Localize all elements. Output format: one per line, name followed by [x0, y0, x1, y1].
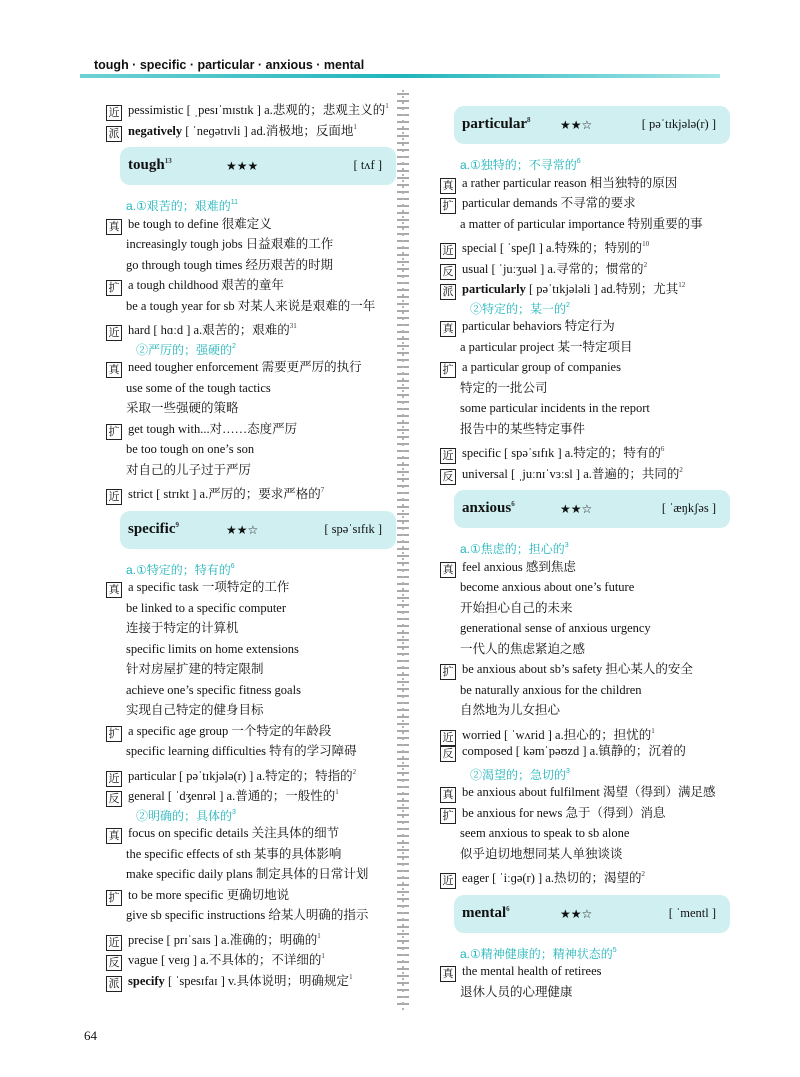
entry-line — [106, 598, 396, 619]
sense-heading — [440, 296, 730, 317]
entry-line — [106, 618, 396, 639]
importance-stars: ★★☆ — [560, 906, 593, 921]
headword-tough — [106, 147, 396, 185]
frequency-count: 2 — [643, 260, 648, 269]
entry-text: a specific task 一项特定的工作 — [128, 580, 290, 594]
headword-text — [462, 500, 515, 517]
label-badge: 扩 — [106, 280, 122, 296]
entry-text: universal [ ˌjuːnɪˈvɜːsl ] a.普遍的；共同的 — [462, 466, 680, 481]
frequency-count: 9 — [175, 520, 179, 529]
entry-text: a particular project 某一特定项目 — [460, 339, 633, 354]
label-badge: 扩 — [106, 424, 122, 440]
entry-text: to be more specific 更确切地说 — [128, 887, 290, 902]
frequency-count: 3 — [232, 808, 236, 816]
headword-label: anxious — [462, 500, 512, 516]
entry-line — [106, 296, 396, 317]
entry-text: be anxious about sb’s safety 担心某人的安全 — [462, 662, 693, 676]
entry-text: eager [ ˈiːɡə(r) ] a.热切的；渴望的 — [462, 871, 642, 885]
entry-line — [106, 721, 396, 742]
entry-text: seem anxious to speak to sb alone — [460, 826, 630, 840]
phonetic: [ tʌf ] — [353, 158, 382, 172]
frequency-count: 1 — [321, 952, 325, 960]
frequency-count: 1 — [317, 931, 321, 940]
entry-text: particular [ pəˈtɪkjələ(r) ] a.特定的；特指的 — [128, 768, 353, 783]
phonetic: [ pəˈtɪkjələ(r) ] — [641, 117, 716, 131]
entry-line — [440, 864, 730, 885]
frequency-count: 3 — [564, 542, 569, 549]
headword-label: mental — [462, 904, 507, 921]
label-badge: 真 — [440, 562, 456, 578]
label-badge: 真 — [440, 966, 456, 982]
frequency-count: 3 — [566, 767, 570, 775]
entry-line — [106, 316, 396, 337]
entry-line — [440, 639, 730, 660]
entry-line — [106, 864, 396, 885]
entry-text: 针对房屋扩建的特定限制 — [126, 662, 264, 676]
entry-text: 开始担心自己的未来 — [460, 600, 573, 615]
entry-line — [106, 460, 396, 481]
entry-text: become anxious about one’s future — [460, 580, 635, 594]
entry-text: achieve one’s specific fitness goals — [126, 682, 301, 697]
label-badge: 真 — [106, 219, 122, 235]
label-badge: 真 — [440, 178, 456, 194]
label-badge: 近 — [106, 489, 122, 505]
entry-text: a.①焦虑的；担心的 — [460, 542, 565, 556]
entry-text: 一代人的焦虑紧迫之感 — [460, 641, 586, 656]
entry-line — [440, 782, 730, 803]
headword-text — [462, 116, 531, 133]
entry-line — [106, 577, 396, 598]
frequency-count: 2 — [641, 870, 645, 878]
entry-text: focus on specific details 关注具体的细节 — [128, 826, 340, 840]
frequency-count: 6 — [506, 904, 510, 913]
entry-line — [440, 618, 730, 639]
label-badge: 派 — [440, 284, 456, 300]
entry-line — [440, 234, 730, 255]
sense-heading — [106, 193, 396, 214]
entry-line — [440, 844, 730, 865]
frequency-count: 2 — [232, 342, 236, 350]
headword-label: tough — [128, 157, 165, 173]
entry-line — [440, 700, 730, 721]
entry-text: be anxious about fulfilment 渴望（得到）满足感 — [462, 785, 716, 799]
entry-text: a rather particular reason 相当独特的原因 — [462, 175, 678, 190]
derived-word: specify — [128, 973, 165, 988]
entry-line — [106, 905, 396, 926]
column-divider — [397, 90, 409, 1010]
entry-line — [440, 173, 730, 194]
entry-text: use some of the tough tactics — [126, 380, 271, 395]
entry-text: a specific age group 一个特定的年龄段 — [128, 723, 332, 738]
sense-heading — [440, 762, 730, 783]
label-badge: 近 — [440, 448, 456, 464]
frequency-count: 13 — [164, 157, 172, 165]
importance-stars: ★★☆ — [560, 118, 593, 132]
headword-text — [128, 157, 172, 174]
entry-text: the mental health of retirees — [462, 964, 602, 978]
label-badge: 反 — [106, 791, 122, 807]
entry-text: worried [ ˈwʌrid ] a.担心的；担忧的 — [462, 727, 652, 742]
right-column — [440, 96, 730, 1002]
entry-line — [106, 659, 396, 680]
entry-text: some particular incidents in the report — [460, 401, 650, 415]
entry-text: [ ˈneɡətɪvli ] ad.消极地；反面地 — [182, 123, 354, 138]
entry-line — [106, 946, 396, 967]
entry-line — [440, 419, 730, 440]
entry-text: a.①独特的；不寻常的 — [460, 158, 577, 172]
entry-line — [106, 378, 396, 399]
entry-line — [440, 803, 730, 824]
entry-line — [440, 316, 730, 337]
entry-text: specific limits on home extensions — [126, 641, 299, 656]
frequency-count: 31 — [289, 322, 297, 330]
entry-line — [106, 741, 396, 762]
entry-line — [106, 762, 396, 783]
frequency-count: 7 — [320, 486, 325, 494]
label-badge: 近 — [106, 325, 122, 341]
entry-line — [106, 639, 396, 660]
entry-text: 自然地为儿女担心 — [460, 703, 561, 717]
sense-heading — [440, 536, 730, 557]
headword-label: specific — [128, 520, 176, 537]
entry-text: a.①精神健康的；精神状态的 — [460, 946, 613, 961]
headword-text — [462, 905, 510, 922]
frequency-count: 6 — [576, 158, 581, 165]
entry-line — [440, 460, 730, 481]
headword-particular — [440, 106, 730, 144]
entry-line — [440, 214, 730, 235]
entry-text: particular demands 不寻常的要求 — [462, 196, 636, 210]
entry-text: pessimistic [ ˌpesɪˈmɪstɪk ] a.悲观的；悲观主义的 — [128, 103, 386, 117]
label-badge: 扩 — [106, 726, 122, 742]
entry-text: go through tough times 经历艰苦的时期 — [126, 257, 333, 272]
entry-text: a particular group of companies — [462, 360, 621, 374]
sense-heading — [440, 152, 730, 173]
phonetic: [ spəˈsɪfɪk ] — [324, 521, 382, 536]
entry-line — [106, 680, 396, 701]
entry-text: be linked to a specific computer — [126, 600, 287, 615]
sense-heading — [106, 337, 396, 358]
entry-text: [ ˈspesɪfaɪ ] v.具体说明；明确规定 — [164, 973, 350, 988]
entry-line — [440, 823, 730, 844]
entry-text: usual [ ˈjuːʒuəl ] a.寻常的；惯常的 — [462, 261, 644, 276]
entry-text: specific learning difficulties 特有的学习障碍 — [126, 744, 357, 758]
header-stripe — [80, 74, 720, 78]
entry-text: strict [ strɪkt ] a.严厉的；要求严格的 — [128, 487, 321, 501]
entry-text: 退休人员的心理健康 — [460, 984, 573, 999]
entry-line — [106, 117, 396, 138]
importance-stars: ★★★ — [226, 159, 259, 173]
entry-text: ②严厉的；强硬的 — [136, 342, 233, 357]
frequency-count: 1 — [353, 122, 357, 131]
entry-text: the specific effects of sth 某事的具体影响 — [126, 846, 342, 861]
entry-line — [440, 961, 730, 982]
entry-text: need tougher enforcement 需要更严厉的执行 — [128, 360, 362, 374]
label-badge: 扩 — [440, 664, 456, 680]
label-badge: 真 — [106, 582, 122, 598]
frequency-count: 12 — [678, 281, 686, 289]
entry-line — [106, 885, 396, 906]
entry-line — [440, 659, 730, 680]
entry-text: specific [ spəˈsɪfɪk ] a.特定的；特有的 — [462, 446, 661, 460]
frequency-count: 2 — [352, 767, 357, 776]
entry-text: get tough with...对……态度严厉 — [128, 421, 298, 436]
entry-text: [ pəˈtɪkjələli ] ad.特别；尤其 — [525, 282, 679, 296]
label-badge: 派 — [106, 976, 122, 992]
label-badge: 真 — [440, 787, 456, 803]
label-badge: 扩 — [440, 808, 456, 824]
page-number: 64 — [84, 1028, 97, 1043]
entry-text: feel anxious 感到焦虑 — [462, 559, 576, 574]
headword-specific — [106, 511, 396, 549]
entry-line — [440, 378, 730, 399]
entry-line — [440, 721, 730, 742]
entry-text: a tough childhood 艰苦的童年 — [128, 278, 284, 292]
label-badge: 近 — [106, 935, 122, 951]
label-badge: 扩 — [440, 362, 456, 378]
frequency-count: 11 — [230, 199, 239, 206]
label-badge: 反 — [106, 955, 122, 971]
entry-line — [440, 275, 730, 296]
headword-text — [128, 521, 179, 538]
entry-text: be naturally anxious for the children — [460, 682, 642, 697]
frequency-count: 1 — [349, 972, 353, 981]
frequency-count: 2 — [566, 301, 570, 309]
entry-line — [106, 96, 396, 117]
entry-line — [440, 193, 730, 214]
label-badge: 派 — [106, 126, 122, 142]
sense-heading — [440, 941, 730, 962]
entry-text: 连接于特定的计算机 — [126, 621, 239, 635]
label-badge: 近 — [440, 873, 456, 889]
running-header — [80, 52, 720, 78]
entry-line — [440, 557, 730, 578]
entry-line — [106, 357, 396, 378]
entry-text: vague [ veɪɡ ] a.不具体的；不详细的 — [128, 953, 322, 967]
entry-text: special [ ˈspeʃl ] a.特殊的；特别的 — [462, 241, 643, 255]
frequency-count: 1 — [651, 726, 655, 735]
entry-line — [106, 782, 396, 803]
entry-line — [106, 419, 396, 440]
header-title: tough · specific · particular · anxious · mental — [94, 58, 365, 72]
entry-line — [440, 741, 730, 762]
entry-text: general [ ˈdʒenrəl ] a.普通的；一般性的 — [128, 789, 336, 803]
entry-line — [440, 357, 730, 378]
label-badge: 近 — [106, 771, 122, 787]
label-badge: 反 — [440, 264, 456, 280]
label-badge: 近 — [106, 105, 122, 121]
frequency-count: 6 — [660, 445, 665, 453]
entry-text: a.①艰苦的；艰难的 — [126, 199, 231, 213]
entry-line — [106, 255, 396, 276]
label-badge: 真 — [106, 828, 122, 844]
entry-text: hard [ hɑːd ] a.艰苦的；艰难的 — [128, 323, 290, 337]
entry-text: be anxious for news 急于（得到）消息 — [462, 805, 666, 820]
entry-text: 实现自己特定的健身目标 — [126, 703, 264, 717]
entry-text: composed [ kəmˈpəʊzd ] a.镇静的；沉着的 — [462, 744, 686, 758]
label-badge: 反 — [440, 746, 456, 762]
label-badge: 扩 — [106, 890, 122, 906]
importance-stars: ★★☆ — [226, 522, 259, 537]
label-badge: 真 — [106, 362, 122, 378]
entry-text: make specific daily plans 制定具体的日常计划 — [126, 867, 369, 881]
label-badge: 近 — [440, 730, 456, 746]
left-column — [106, 96, 396, 990]
entry-text: 对自己的儿子过于严厉 — [126, 462, 252, 477]
entry-text: ②明确的；具体的 — [136, 808, 233, 823]
entry-text: 采取一些强硬的策略 — [126, 401, 239, 415]
frequency-count: 6 — [511, 500, 515, 508]
entry-text: be tough to define 很难定义 — [128, 216, 272, 231]
entry-line — [106, 823, 396, 844]
entry-line — [106, 967, 396, 988]
headword-mental — [440, 895, 730, 933]
entry-line — [440, 982, 730, 1003]
entry-text: precise [ prɪˈsaɪs ] a.准确的；明确的 — [128, 932, 318, 947]
entry-line — [440, 680, 730, 701]
label-badge: 真 — [440, 321, 456, 337]
entry-text: 报告中的某些特定事件 — [460, 421, 586, 436]
phonetic: [ ˈæŋkʃəs ] — [661, 501, 716, 515]
entry-text: be too tough on one’s son — [126, 442, 255, 456]
entry-line — [440, 577, 730, 598]
phonetic: [ ˈmentl ] — [668, 905, 716, 920]
label-badge: 近 — [440, 243, 456, 259]
frequency-count: 10 — [642, 240, 650, 248]
entry-line — [440, 398, 730, 419]
entry-line — [440, 255, 730, 276]
entry-text: a matter of particular importance 特别重要的事 — [460, 216, 703, 231]
label-badge: 反 — [440, 469, 456, 485]
derived-word: negatively — [128, 123, 183, 138]
entry-text: be a tough year for sb 对某人来说是艰难的一年 — [126, 298, 376, 313]
entry-text: 似乎迫切地想同某人单独谈谈 — [460, 846, 623, 861]
entry-text: 特定的一批公司 — [460, 380, 548, 395]
frequency-count: 1 — [385, 102, 389, 110]
sense-heading — [106, 803, 396, 824]
importance-stars: ★★☆ — [560, 502, 593, 516]
entry-text: ②特定的；某一的 — [470, 301, 567, 316]
frequency-count: 8 — [527, 116, 531, 124]
entry-text: generational sense of anxious urgency — [460, 621, 651, 635]
entry-line — [106, 398, 396, 419]
entry-line — [106, 275, 396, 296]
entry-text: give sb specific instructions 给某人明确的指示 — [126, 908, 369, 922]
frequency-count: 6 — [230, 562, 235, 570]
frequency-count: 2 — [679, 465, 683, 474]
entry-line — [106, 700, 396, 721]
entry-text: a.①特定的；特有的 — [126, 562, 231, 577]
headword-label: particular — [462, 116, 527, 132]
frequency-count: 1 — [335, 788, 339, 796]
entry-line — [106, 926, 396, 947]
entry-line — [440, 598, 730, 619]
entry-line — [106, 234, 396, 255]
headword-anxious — [440, 490, 730, 528]
label-badge: 扩 — [440, 198, 456, 214]
entry-line — [106, 214, 396, 235]
sense-heading — [106, 557, 396, 578]
entry-line — [106, 480, 396, 501]
entry-text: increasingly tough jobs 日益艰难的工作 — [126, 237, 334, 251]
entry-line — [106, 844, 396, 865]
entry-text: ②渴望的；急切的 — [470, 767, 567, 782]
entry-line — [106, 439, 396, 460]
entry-text: particular behaviors 特定行为 — [462, 319, 615, 333]
frequency-count: 5 — [612, 946, 617, 954]
derived-word: particularly — [462, 282, 526, 296]
entry-line — [440, 337, 730, 358]
entry-line — [440, 439, 730, 460]
